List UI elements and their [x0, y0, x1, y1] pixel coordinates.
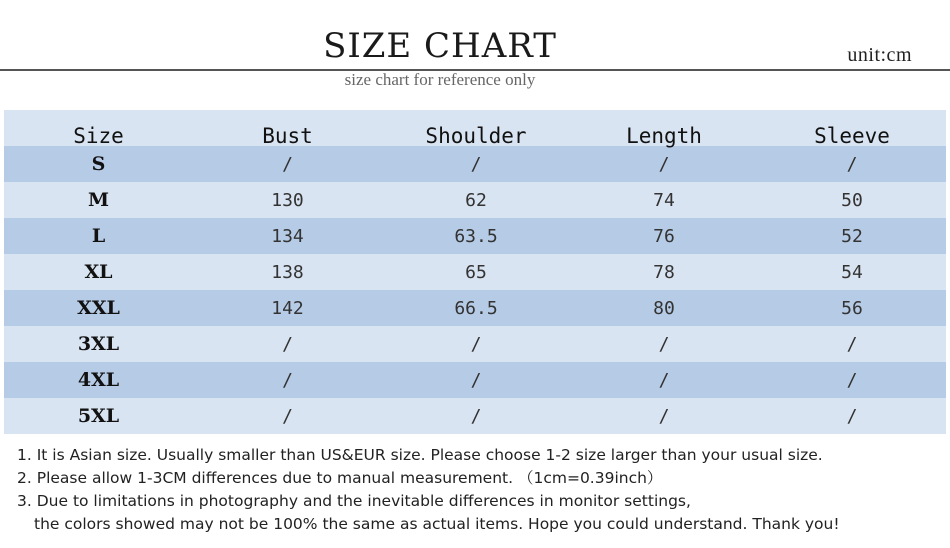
sleeve-cell: 52 — [841, 225, 863, 247]
length-cell: / — [658, 153, 670, 175]
column-header-bust: Bust — [262, 124, 313, 148]
page-title: SIZE CHART — [323, 26, 557, 66]
shoulder-cell: 66.5 — [454, 297, 498, 319]
size-cell: XL — [84, 261, 113, 283]
size-cell: M — [87, 189, 110, 211]
table-row — [4, 146, 946, 182]
size-cell: 5XL — [77, 405, 120, 427]
size-cell: 4XL — [77, 369, 120, 391]
note-3: 3. Due to limitations in photography and the inevitable differences in monitor settings, — [17, 492, 691, 510]
length-cell: / — [658, 369, 670, 391]
sleeve-cell: / — [846, 153, 858, 175]
table-row — [4, 254, 946, 290]
table-row — [4, 182, 946, 218]
column-header-shoulder: Shoulder — [425, 124, 527, 148]
sleeve-cell: 54 — [841, 261, 863, 283]
shoulder-cell: / — [470, 369, 482, 391]
shoulder-cell: / — [470, 405, 482, 427]
bust-cell: / — [282, 153, 293, 175]
note-3-continued: the colors showed may not be 100% the same as actual items. Hope you could understand. Thank you! — [34, 515, 840, 533]
bust-cell: / — [282, 405, 293, 427]
length-cell: 76 — [653, 225, 675, 247]
length-cell: / — [658, 405, 670, 427]
bust-cell: 130 — [271, 189, 304, 211]
length-cell: 78 — [653, 261, 675, 283]
note-1: 1. It is Asian size. Usually smaller than US&EUR size. Please choose 1-2 size larger than your usual size. — [17, 446, 823, 464]
sleeve-cell: 56 — [841, 297, 863, 319]
sleeve-cell: 50 — [841, 189, 863, 211]
size-cell: XXL — [77, 297, 120, 319]
shoulder-cell: 63.5 — [454, 225, 498, 247]
sleeve-cell: / — [846, 405, 858, 427]
page-subtitle: size chart for reference only — [344, 70, 536, 89]
shoulder-cell: / — [470, 333, 482, 355]
bust-cell: / — [282, 333, 293, 355]
shoulder-cell: / — [470, 153, 482, 175]
table-row — [4, 290, 946, 326]
note-2: 2. Please allow 1-3CM differences due to manual measurement. （1cm=0.39inch） — [17, 469, 663, 487]
size-cell: L — [91, 225, 106, 247]
bust-cell: / — [282, 369, 293, 391]
unit-label: unit:cm — [847, 44, 912, 66]
column-header-length: Length — [626, 124, 702, 148]
sleeve-cell: / — [846, 369, 858, 391]
bust-cell: 142 — [271, 297, 304, 319]
table-row — [4, 398, 946, 434]
length-cell: 74 — [653, 189, 675, 211]
notes-section — [17, 444, 840, 536]
size-cell: 3XL — [77, 333, 120, 355]
sleeve-cell: / — [846, 333, 858, 355]
table-row — [4, 362, 946, 398]
column-header-sleeve: Sleeve — [814, 124, 890, 148]
bust-cell: 134 — [271, 225, 304, 247]
length-cell: 80 — [653, 297, 675, 319]
shoulder-cell: 65 — [465, 261, 487, 283]
size-cell: S — [91, 153, 106, 175]
length-cell: / — [658, 333, 670, 355]
table-row — [4, 218, 946, 254]
table-row — [4, 326, 946, 362]
size-table — [4, 110, 946, 434]
bust-cell: 138 — [271, 261, 304, 283]
shoulder-cell: 62 — [465, 189, 487, 211]
table-header-row — [4, 110, 946, 146]
column-header-size: Size — [73, 124, 124, 148]
